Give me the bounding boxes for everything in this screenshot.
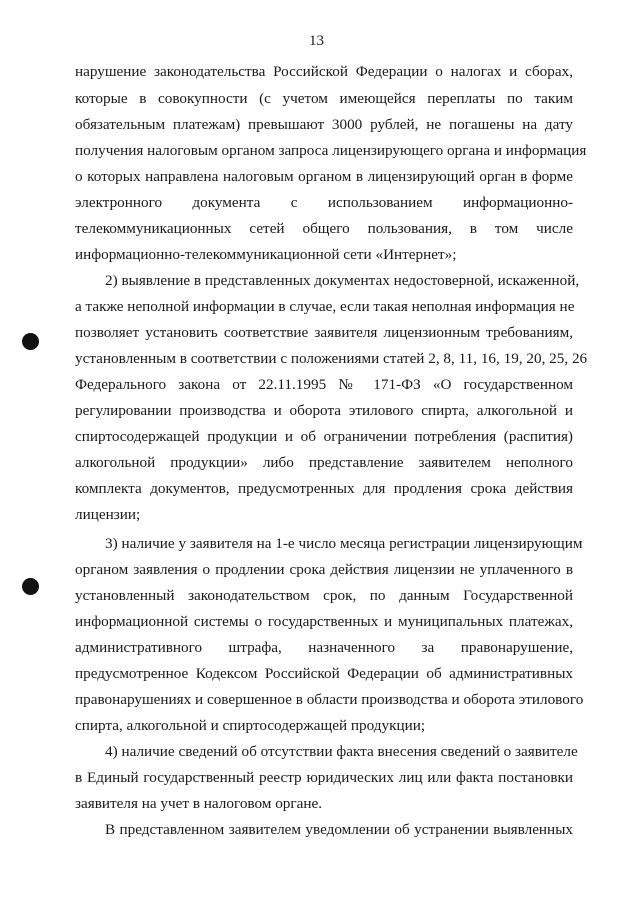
text-line: в Единый государственный реестр юридических лиц или факта постановки [75, 769, 573, 786]
text-line: которые в совокупности (с учетом имеющейся переплаты по таким [75, 90, 573, 107]
text-line: правонарушениях и совершенное в области производства и оборота этилового [75, 691, 584, 708]
text-line: телекоммуникационных сетей общего пользования, в том числе [75, 220, 573, 237]
text-line: установленный законодательством срок, по данным Государственной [75, 587, 573, 604]
text-line: предусмотренное Кодексом Российской Федерации об административных [75, 665, 573, 682]
text-line: административного штрафа, назначенного за правонарушение, [75, 639, 573, 656]
text-line: информационной системы о государственных и муниципальных платежах, [75, 613, 573, 630]
text-line: лицензии; [75, 506, 141, 523]
text-line: электронного документа с использованием информационно- [75, 194, 573, 211]
text-line: 2) выявление в представленных документах недостоверной, искаженной, [105, 272, 580, 289]
text-line: обязательным платежам) превышают 3000 рублей, не погашены на дату [75, 116, 573, 133]
text-line: органом заявления о продлении срока действия лицензии не уплаченного в [75, 561, 573, 578]
text-line: алкогольной продукции» либо представление заявителем неполного [75, 454, 573, 471]
text-line: о которых направлена налоговым органом в лицензирующий орган в форме [75, 168, 573, 185]
text-line: получения налоговым органом запроса лицензирующего органа и информация [75, 142, 587, 159]
punch-hole-bottom [22, 578, 39, 595]
punch-hole-top [22, 333, 39, 350]
text-line: установленным в соответствии с положениями статей 2, 8, 11, 16, 19, 20, 25, 26 [75, 350, 588, 367]
text-line: 4) наличие сведений об отсутствии факта внесения сведений о заявителе [105, 743, 578, 760]
page-number: 13 [309, 33, 324, 49]
text-line: заявителя на учет в налоговом органе. [75, 795, 323, 812]
text-line: позволяет установить соответствие заявителя лицензионным требованиям, [75, 324, 573, 341]
text-line: Федерального закона от 22.11.1995 № 171-ФЗ «О государственном [75, 376, 573, 393]
text-line: В представленном заявителем уведомлении об устранении выявленных [105, 821, 573, 838]
text-line: а также неполной информации в случае, если такая неполная информация не [75, 298, 575, 315]
text-line: нарушение законодательства Российской Федерации о налогах и сборах, [75, 63, 573, 80]
text-line: информационно-телекоммуникационной сети «Интернет»; [75, 246, 457, 263]
text-line: регулировании производства и оборота этилового спирта, алкогольной и [75, 402, 573, 419]
text-line: 3) наличие у заявителя на 1-е число месяца регистрации лицензирующим [105, 535, 583, 552]
text-line: спирта, алкогольной и спиртосодержащей продукции; [75, 717, 426, 734]
text-line: комплекта документов, предусмотренных для продления срока действия [75, 480, 573, 497]
text-line: спиртосодержащей продукции и об ограничении потребления (распития) [75, 428, 573, 445]
